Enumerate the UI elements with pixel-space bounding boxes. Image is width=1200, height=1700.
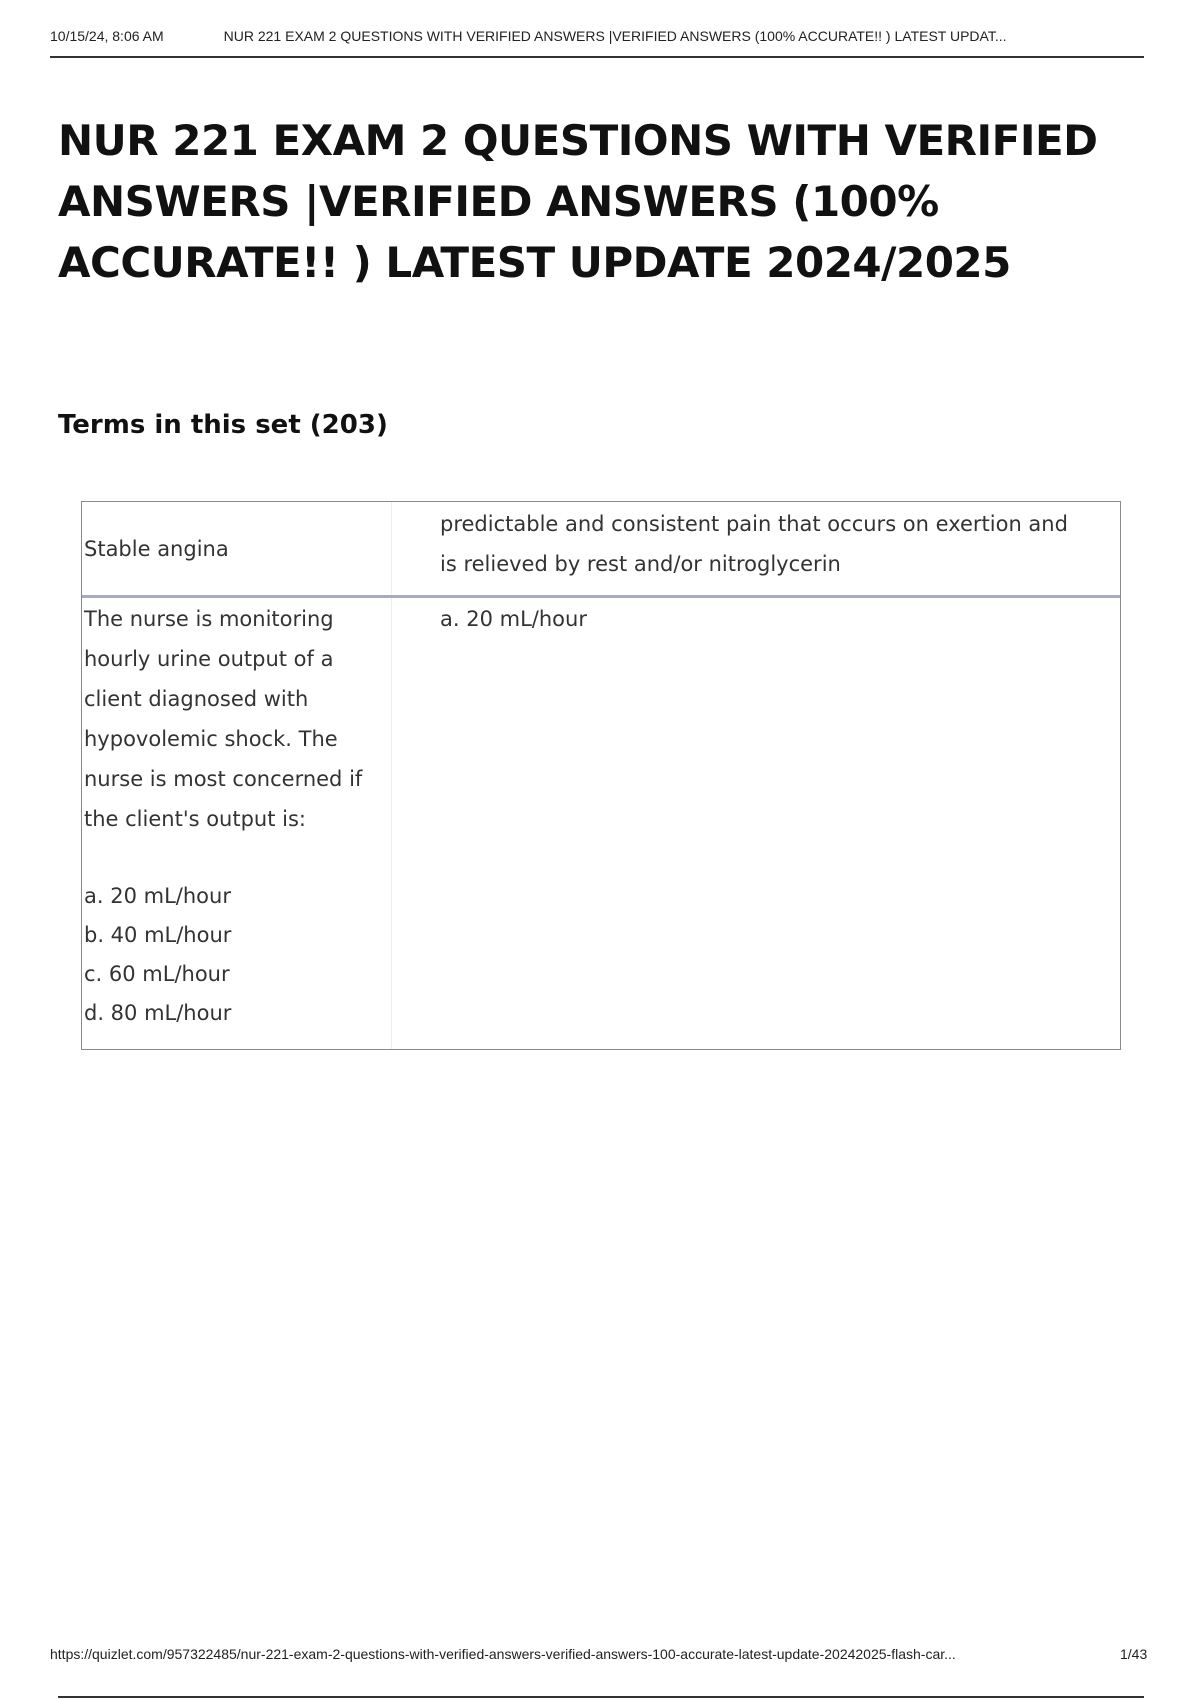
card-term-option: d. 80 mL/hour <box>84 1001 232 1025</box>
terms-heading: Terms in this set (203) <box>58 410 388 440</box>
flashcard-row <box>82 595 1120 1049</box>
print-header <box>50 28 1144 58</box>
card-definition: a. 20 mL/hour <box>440 607 587 631</box>
card-definition: predictable and consistent pain that occurs on exertion and is relieved by rest and/or nitroglycerin <box>440 512 1068 576</box>
card-term <box>82 502 392 595</box>
card-term-options <box>84 877 371 1033</box>
card-term-question: The nurse is monitoring hourly urine output of a client diagnosed with hypovolemic shock. The nurse is most concerned if the client's output is: <box>84 607 363 831</box>
print-footer <box>50 1646 1150 1662</box>
card-term-option: a. 20 mL/hour <box>84 884 231 908</box>
page-number: 1/43 <box>1120 1646 1148 1662</box>
page-title: NUR 221 EXAM 2 QUESTIONS WITH VERIFIED ANSWERS |VERIFIED ANSWERS (100% ACCURATE!! ) LATEST UPDATE 2024/2025 <box>58 116 1098 287</box>
flashcard-table <box>81 501 1121 1050</box>
card-term-text: Stable angina <box>84 536 229 561</box>
print-footer-url: https://quizlet.com/957322485/nur-221-exam-2-questions-with-verified-answers-verified-answers-100-accurate-latest-update-20242025-flash-car... <box>50 1646 956 1662</box>
print-datetime: 10/15/24, 8:06 AM <box>50 28 164 44</box>
card-term-option: b. 40 mL/hour <box>84 923 232 947</box>
footer-divider <box>58 1696 1144 1698</box>
card-term-option: c. 60 mL/hour <box>84 962 230 986</box>
print-header-title: NUR 221 EXAM 2 QUESTIONS WITH VERIFIED ANSWERS |VERIFIED ANSWERS (100% ACCURATE!! ) LATEST UPDAT... <box>223 28 1007 44</box>
flashcard-row <box>82 502 1120 595</box>
card-term <box>82 598 392 1049</box>
